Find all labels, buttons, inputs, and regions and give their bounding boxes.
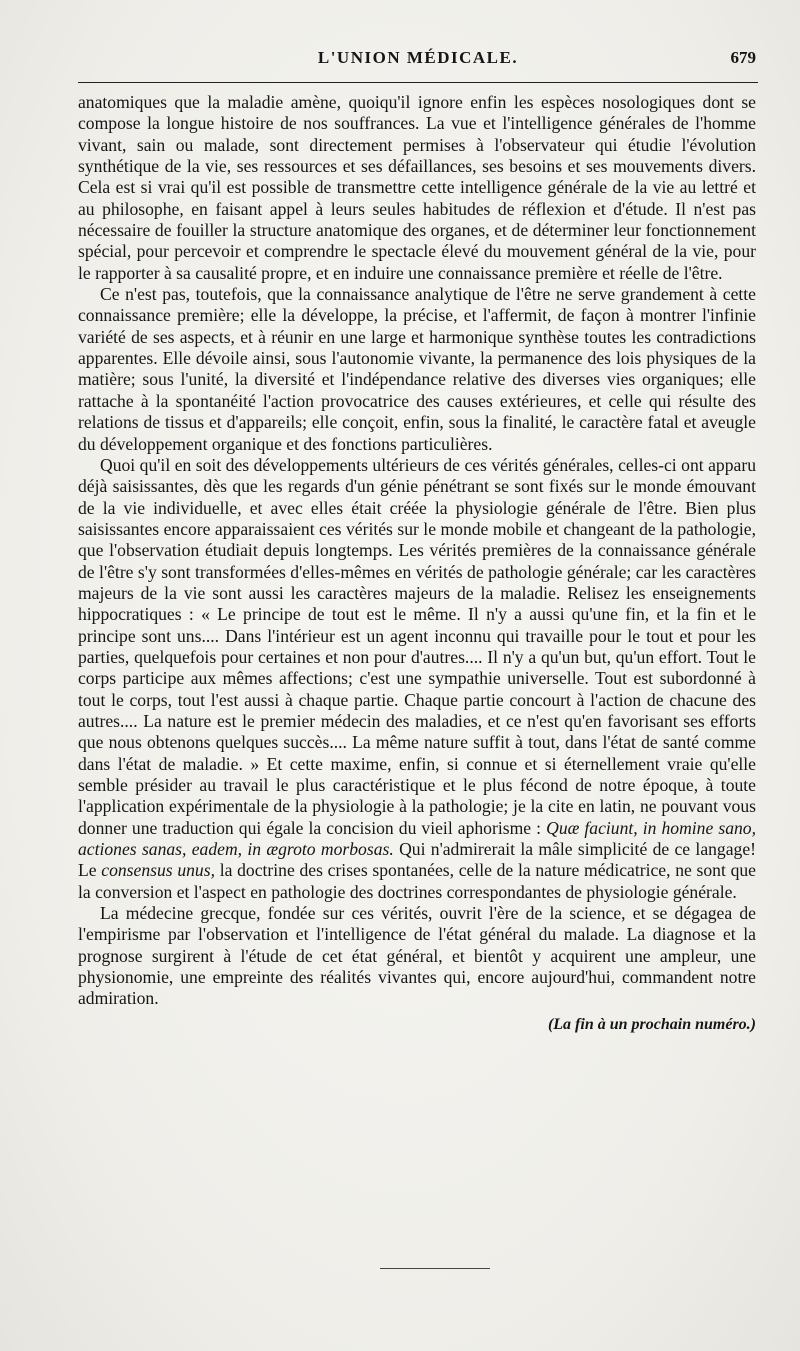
- article-body: [78, 92, 756, 1035]
- consensus-term: consensus unus,: [101, 860, 215, 881]
- paragraph-1: anatomiques que la maladie amène, quoiqu'il ignore enfin les espèces nosologiques dont se compose la longue histoire de nos souffrances. La vue et l'intelligence générales de l'homme vivant, sain ou malade, sont directement permises à l'observateur qui étudie l'évolution synthétique de la vie, ses ressources et ses défaillances, ses besoins et ses mouvements divers. Cela est si vrai qu'il est possible de transmettre cette intelligence générale de la vie au lettré et au philosophe, en faisant appel à leurs seules habitudes de réflexion et d'étude. Il n'est pas nécessaire de fouiller la structure anatomique des organes, et de déterminer leur fonctionnement spécial, pour percevoir et comprendre le spectacle élevé du mouvement général de la vie, pour le rapporter à sa causalité propre, et en induire une connaissance première et réelle de l'être.: [78, 92, 756, 283]
- page-number: 679: [730, 48, 756, 67]
- paragraph-3-text: Quoi qu'il en soit des développements ultérieurs de ces vérités générales, celles-ci ont apparu déjà saisissantes, dès que les regards d'un génie pénétrant se sont fixés sur le monde émouvant de la vie individuelle, et avec elles était créée la physiologie générale de l'être. Bien plus saisissantes encore apparaissaient ces vérités sur le monde mobile et changeant de la pathologie, que l'observation étudiait depuis longtemps. Les vérités premières de la connaissance générale de l'être s'y sont transformées d'elles-mêmes en vérités de pathologie générale; car les caractères majeurs de la vie sont aussi les caractères majeurs de la maladie. Relisez les enseignements hippocratiques : « Le principe de tout est le même. Il n'y a aussi qu'une fin, et la fin et le principe sont uns.... Dans l'intérieur est un agent inconnu qui travaille pour le tout et pour les parties, quelquefois pour certaines et non pour d'autres.... Il n'y a qu'un but, qu'un effort. Tout le corps participe aux mêmes affections; c'est une sympathie universelle. Tout est subordonné à tout le corps, tout l'est aussi à chaque partie. Chaque partie concourt à l'action de chacune des autres.... La nature est le premier médecin des maladies, et ce n'est qu'en favorisant ses efforts que nous obtenons quelques succès.... La même nature suffit à tout, dans l'état de santé comme dans l'état de maladie. » Et cette maxime, enfin, si connue et si éternellement vraie qu'elle semble présider au travail le plus caractéristique et le plus fécond de notre époque, à toute l'application expérimentale de la physiologie à la pathologie; je la cite en latin, ne pouvant vous donner une traduction qui égale la concision du vieil aphorisme :: [78, 454, 756, 838]
- page-header: [78, 44, 758, 74]
- header-rule: [78, 82, 758, 83]
- continuation-note: (La fin à un prochain numéro.): [547, 1015, 756, 1033]
- paragraph-4: La médecine grecque, fondée sur ces vérités, ouvrit l'ère de la science, et se dégagea de l'empirisme par l'observation et l'intelligence de l'état général du malade. La diagnose et la prognose surgirent à l'étude de cet état général, et bientôt y acquirent une ampleur, une physionomie, une empreinte des réalités vivantes qui, encore aujourd'hui, commandent notre admiration.: [78, 903, 756, 1009]
- paragraph-3: [78, 455, 756, 903]
- latin-aphorism: Quæ faciunt, in homine sano, actiones sanas, eadem, in ægroto morbosas.: [78, 817, 756, 860]
- paragraph-3-cont-b: la doctrine des crises spontanées, celle de la nature médicatrice, ne sont que la conversion et l'aspect en pathologie des doctrines correspondantes de physiologie générale.: [78, 860, 756, 902]
- footnote-rule: [380, 1268, 490, 1269]
- running-title: L'UNION MÉDICALE.: [317, 48, 519, 67]
- paragraph-2: Ce n'est pas, toutefois, que la connaissance analytique de l'être ne serve grandement à cette connaissance première; elle la développe, la précise, et l'affermit, de façon à montrer l'infinie variété de ses aspects, et à réunir en une large et harmonique synthèse toutes les contradictions apparentes. Elle dévoile ainsi, sous l'autonomie vivante, la permanence des lois physiques de la matière; sous l'unité, la diversité et l'indépendance relative des diverses vies organiques; elle rattache à la spontanéité l'action provocatrice des causes extérieures, et celle qui résulte des relations de tissus et d'appareils; elle conçoit, enfin, sous la finalité, le caractère fatal et aveugle du développement organique et des fonctions particulières.: [78, 284, 756, 454]
- paragraph-3-cont-a: Qui n'admirerait la mâle simplicité de ce langage! Le: [78, 839, 756, 881]
